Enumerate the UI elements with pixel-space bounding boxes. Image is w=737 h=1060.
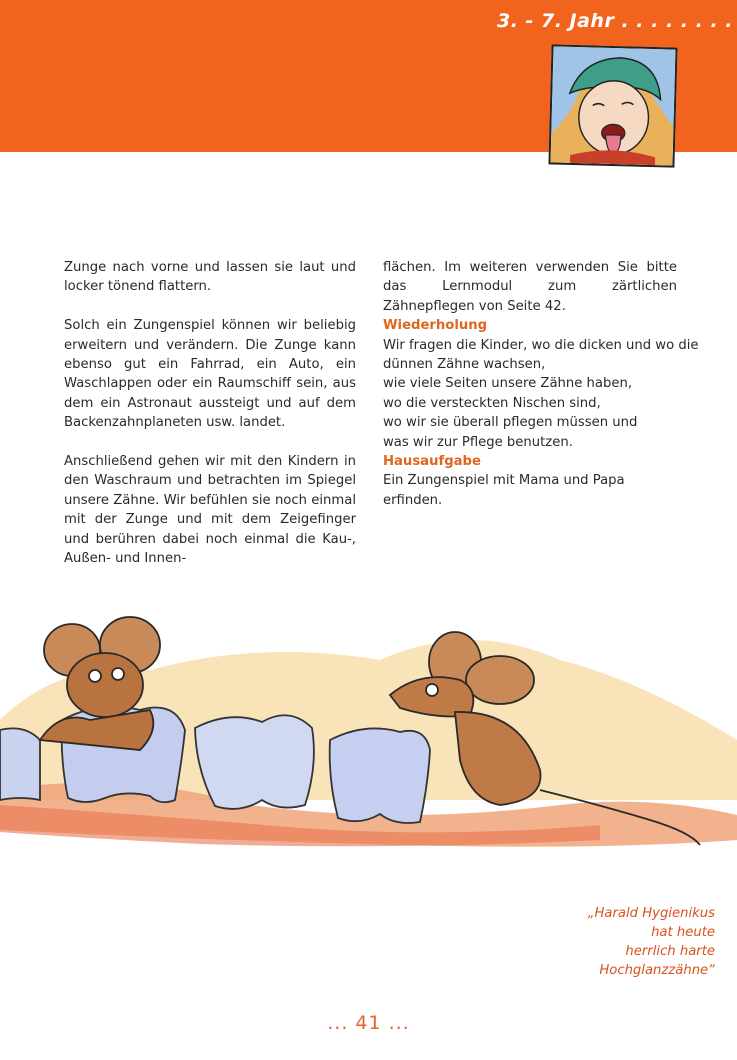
- page-number: ... 41 ...: [327, 1012, 410, 1034]
- quote-line: herrlich harte: [625, 944, 715, 959]
- tooth-1: [0, 728, 40, 800]
- quote-line: hat heute: [651, 925, 715, 940]
- left-text-column: [64, 258, 356, 568]
- quote-line: Hochglanzzähne“: [599, 963, 715, 978]
- quote-line: „Harald Hygienikus: [587, 906, 715, 921]
- wiederholung-line: wo wir sie überall pflegen müssen und: [383, 415, 638, 431]
- quote-caption: [515, 904, 715, 980]
- left-paragraph-3: Anschließend gehen wir mit den Kindern in den Waschraum und betrachten im Spiegel unsere Zähne. Wir befühlen sie noch einmal mit der Zunge und mit dem Zeigefinger und berühren dabei noch einmal die Kau-, Außen- und Innen-: [64, 454, 356, 567]
- age-range-label: 3. - 7. Jahr . . . . . . . .: [496, 10, 733, 32]
- right-paragraph-1: flächen. Im weiteren verwenden Sie bitte das Lernmodul zum zärtlichen Zähnepflegen von Seite 42.: [383, 260, 677, 314]
- wiederholung-text: [383, 336, 699, 452]
- section-heading-hausaufgabe: Hausaufgabe: [383, 454, 481, 470]
- hausaufgabe-text: Ein Zungenspiel mit Mama und Papa erfinden.: [383, 473, 625, 508]
- tooth-3: [195, 715, 314, 809]
- child-portrait-illustration: [548, 44, 677, 167]
- mice-and-teeth-illustration: [0, 600, 737, 870]
- wiederholung-line: wo die versteckten Nischen sind,: [383, 395, 601, 411]
- wiederholung-line: dünnen Zähne wachsen,: [383, 357, 546, 373]
- left-paragraph-1: Zunge nach vorne und lassen sie laut und locker tönend flattern.: [64, 260, 356, 295]
- wiederholung-line: wie viele Seiten unsere Zähne haben,: [383, 376, 633, 392]
- right-text-column: [383, 258, 699, 510]
- wiederholung-line: Wir fragen die Kinder, wo die dicken und wo die: [383, 337, 699, 353]
- wiederholung-line: was wir zur Pflege benutzen.: [383, 434, 573, 450]
- tooth-4: [330, 728, 430, 823]
- section-heading-wiederholung: Wiederholung: [383, 318, 488, 334]
- left-paragraph-2: Solch ein Zungenspiel können wir beliebig erweitern und verändern. Die Zunge kann ebenso gut ein Fahrrad, ein Auto, ein Waschlappen oder ein Raumschiff sein, aus dem ein Astronaut aussteigt und auf dem Backenzahnplaneten usw. landet.: [64, 318, 356, 431]
